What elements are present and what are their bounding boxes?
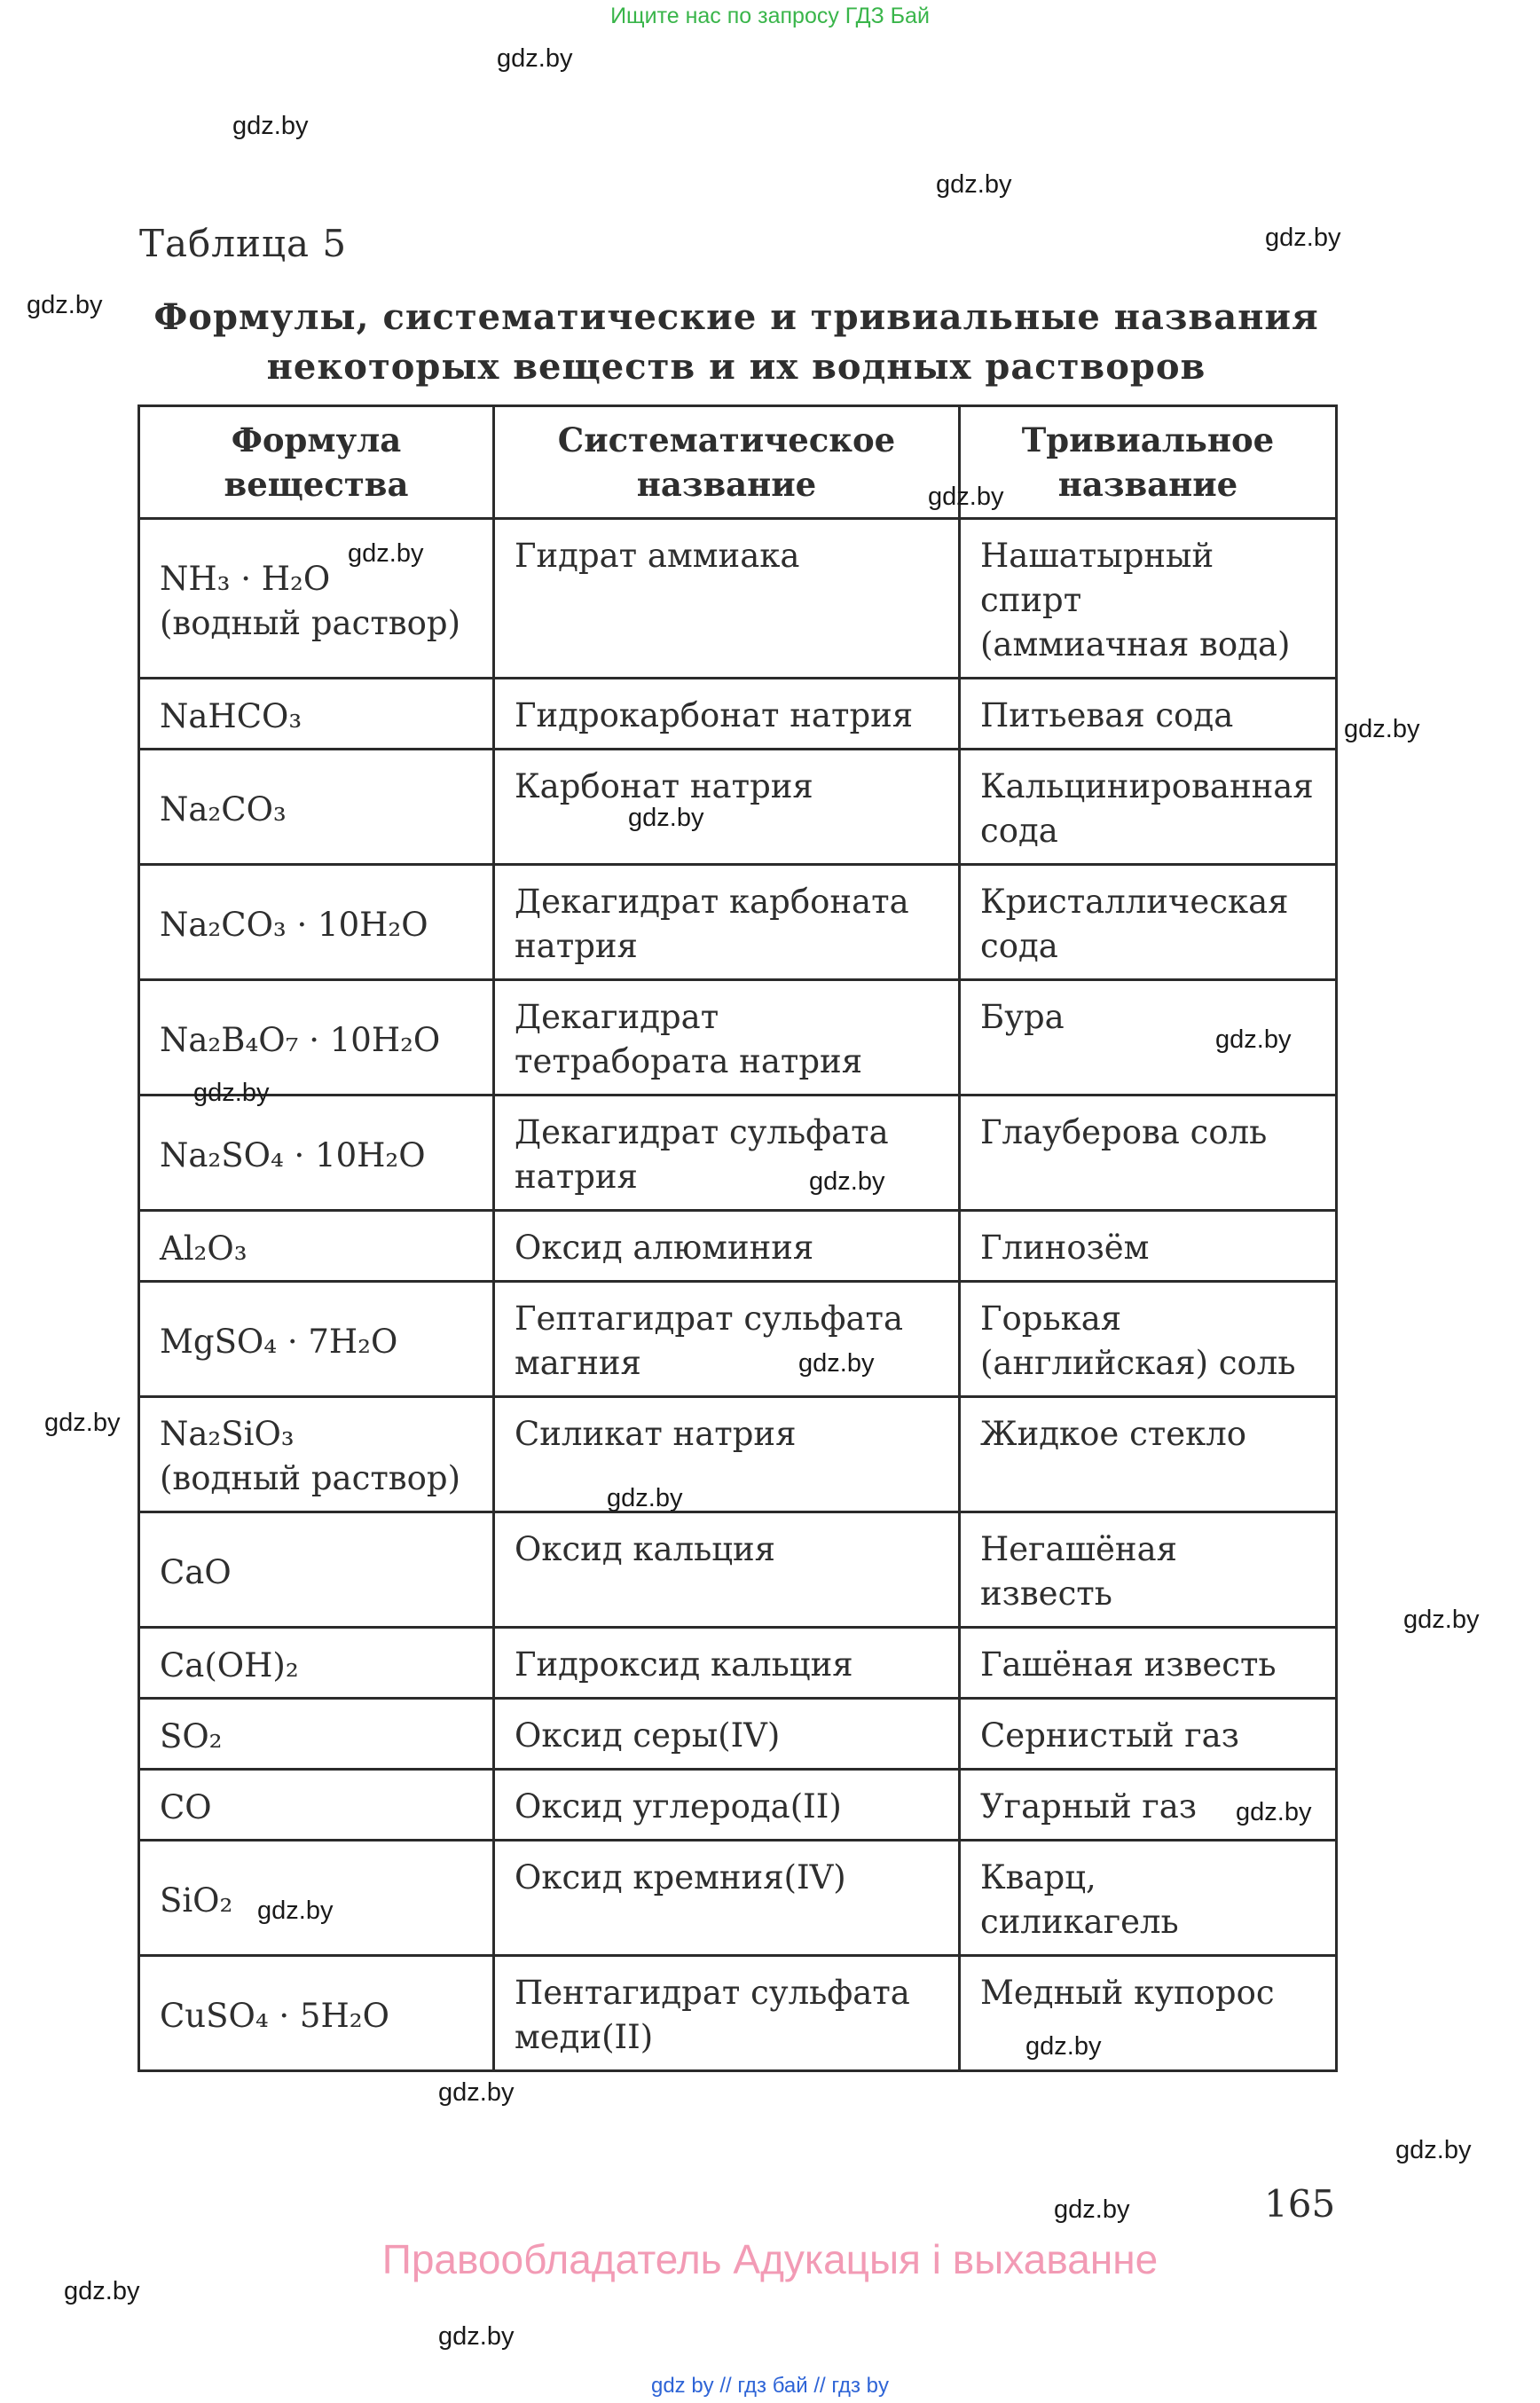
watermark: gdz.by — [438, 2322, 515, 2351]
systematic-name-cell: Гидрокарбонат натрия — [494, 679, 960, 750]
table-row — [139, 1211, 1337, 1282]
formula-cell: MgSO₄ · 7H₂O — [139, 1282, 494, 1397]
watermark: gdz.by — [936, 170, 1012, 199]
table-row — [139, 980, 1337, 1095]
table-caption — [133, 293, 1340, 392]
systematic-name-cell: Карбонат натрия — [494, 750, 960, 865]
table-row — [139, 750, 1337, 865]
watermark: gdz.by — [1054, 2195, 1130, 2224]
header-trivial-name: Тривиальное название — [960, 406, 1337, 519]
trivial-name-cell: Медный купорос — [960, 1956, 1337, 2071]
formula-cell: Na₂CO₃ — [139, 750, 494, 865]
formula-cell: SO₂ — [139, 1699, 494, 1770]
bottom-links[interactable]: gdz by // гдз бай // гдз by — [650, 2374, 890, 2398]
copyright-footer: Правообладатель Адукацыя і выхаванне — [381, 2236, 1159, 2282]
systematic-name-cell: Оксид серы(IV) — [494, 1699, 960, 1770]
watermark: gdz.by — [809, 1167, 885, 1196]
table-row — [139, 1770, 1337, 1841]
watermark: gdz.by — [1236, 1798, 1312, 1826]
systematic-name-cell: Оксид кремния(IV) — [494, 1841, 960, 1956]
systematic-name-cell: Оксид алюминия — [494, 1211, 960, 1282]
systematic-name-cell: Оксид кальция — [494, 1512, 960, 1628]
trivial-name-cell: Жидкое стекло — [960, 1397, 1337, 1512]
caption-line-1: Формулы, систематические и тривиальные названия — [153, 296, 1319, 338]
trivial-name-cell: Питьевая сода — [960, 679, 1337, 750]
watermark: gdz.by — [497, 44, 573, 73]
table-row — [139, 865, 1337, 980]
trivial-name-cell: Угарный газ — [960, 1770, 1337, 1841]
watermark: gdz.by — [928, 483, 1004, 511]
formula-cell: NH₃ · H₂O (водный раствор) — [139, 519, 494, 679]
watermark: gdz.by — [27, 291, 103, 319]
trivial-name-cell: Сернистый газ — [960, 1699, 1337, 1770]
watermark: gdz.by — [1215, 1025, 1292, 1054]
table-label: Таблица 5 — [139, 222, 348, 265]
trivial-name-cell: Кристаллическая сода — [960, 865, 1337, 980]
watermark: gdz.by — [193, 1079, 270, 1107]
watermark: gdz.by — [607, 1484, 683, 1512]
formula-cell: CO — [139, 1770, 494, 1841]
watermark: gdz.by — [1344, 715, 1420, 743]
trivial-name-cell: Глауберова соль — [960, 1095, 1337, 1211]
top-banner: Ищите нас по запросу ГДЗ Бай — [610, 4, 930, 28]
formula-cell: CuSO₄ · 5H₂O — [139, 1956, 494, 2071]
header-formula: Формула вещества — [139, 406, 494, 519]
caption-line-2: некоторых веществ и их водных растворов — [266, 346, 1206, 388]
systematic-name-cell: Декагидрат тетрабората натрия — [494, 980, 960, 1095]
table-row — [139, 679, 1337, 750]
header-systematic-name: Систематическое название — [494, 406, 960, 519]
watermark: gdz.by — [1403, 1606, 1480, 1634]
formula-cell: Al₂O₃ — [139, 1211, 494, 1282]
trivial-name-cell: Негашёная известь — [960, 1512, 1337, 1628]
table-row — [139, 1628, 1337, 1699]
trivial-name-cell: Гашёная известь — [960, 1628, 1337, 1699]
table-row — [139, 1095, 1337, 1211]
trivial-name-cell: Кварц, силикагель — [960, 1841, 1337, 1956]
watermark: gdz.by — [44, 1409, 121, 1437]
table-row — [139, 1282, 1337, 1397]
watermark: gdz.by — [64, 2277, 140, 2305]
watermark: gdz.by — [628, 804, 704, 832]
formula-cell: NaHCO₃ — [139, 679, 494, 750]
formula-cell: Na₂CO₃ · 10H₂O — [139, 865, 494, 980]
trivial-name-cell: Глинозём — [960, 1211, 1337, 1282]
systematic-name-cell: Декагидрат карбоната натрия — [494, 865, 960, 980]
formula-cell: Na₂SiO₃ (водный раствор) — [139, 1397, 494, 1512]
page-number: 165 — [1264, 2182, 1336, 2226]
watermark: gdz.by — [438, 2078, 515, 2107]
watermark: gdz.by — [1265, 224, 1341, 252]
formula-cell: SiO₂ — [139, 1841, 494, 1956]
formula-cell: Na₂B₄O₇ · 10H₂O — [139, 980, 494, 1095]
table-row — [139, 1512, 1337, 1628]
trivial-name-cell: Горькая (английская) соль — [960, 1282, 1337, 1397]
systematic-name-cell: Пентагидрат сульфата меди(II) — [494, 1956, 960, 2071]
table-row — [139, 1699, 1337, 1770]
watermark: gdz.by — [232, 112, 309, 140]
table-row — [139, 1956, 1337, 2071]
watermark: gdz.by — [257, 1896, 334, 1925]
watermark: gdz.by — [798, 1349, 875, 1378]
formula-cell: CaO — [139, 1512, 494, 1628]
trivial-name-cell: Кальцинированная сода — [960, 750, 1337, 865]
trivial-name-cell: Нашатырный спирт (аммиачная вода) — [960, 519, 1337, 679]
systematic-name-cell: Гептагидрат сульфата магния — [494, 1282, 960, 1397]
systematic-name-cell: Оксид углерода(II) — [494, 1770, 960, 1841]
systematic-name-cell: Гидрат аммиака — [494, 519, 960, 679]
substances-table — [138, 404, 1338, 2072]
systematic-name-cell: Гидроксид кальция — [494, 1628, 960, 1699]
systematic-name-cell: Силикат натрия — [494, 1397, 960, 1512]
formula-cell: Na₂SO₄ · 10H₂O — [139, 1095, 494, 1211]
formula-cell: Ca(OH)₂ — [139, 1628, 494, 1699]
table-row — [139, 519, 1337, 679]
table-header-row — [139, 406, 1337, 519]
watermark: gdz.by — [1395, 2136, 1472, 2164]
systematic-name-cell: Декагидрат сульфата натрия — [494, 1095, 960, 1211]
watermark: gdz.by — [1025, 2032, 1102, 2061]
trivial-name-cell: Бура — [960, 980, 1337, 1095]
table-row — [139, 1397, 1337, 1512]
watermark: gdz.by — [348, 539, 424, 568]
